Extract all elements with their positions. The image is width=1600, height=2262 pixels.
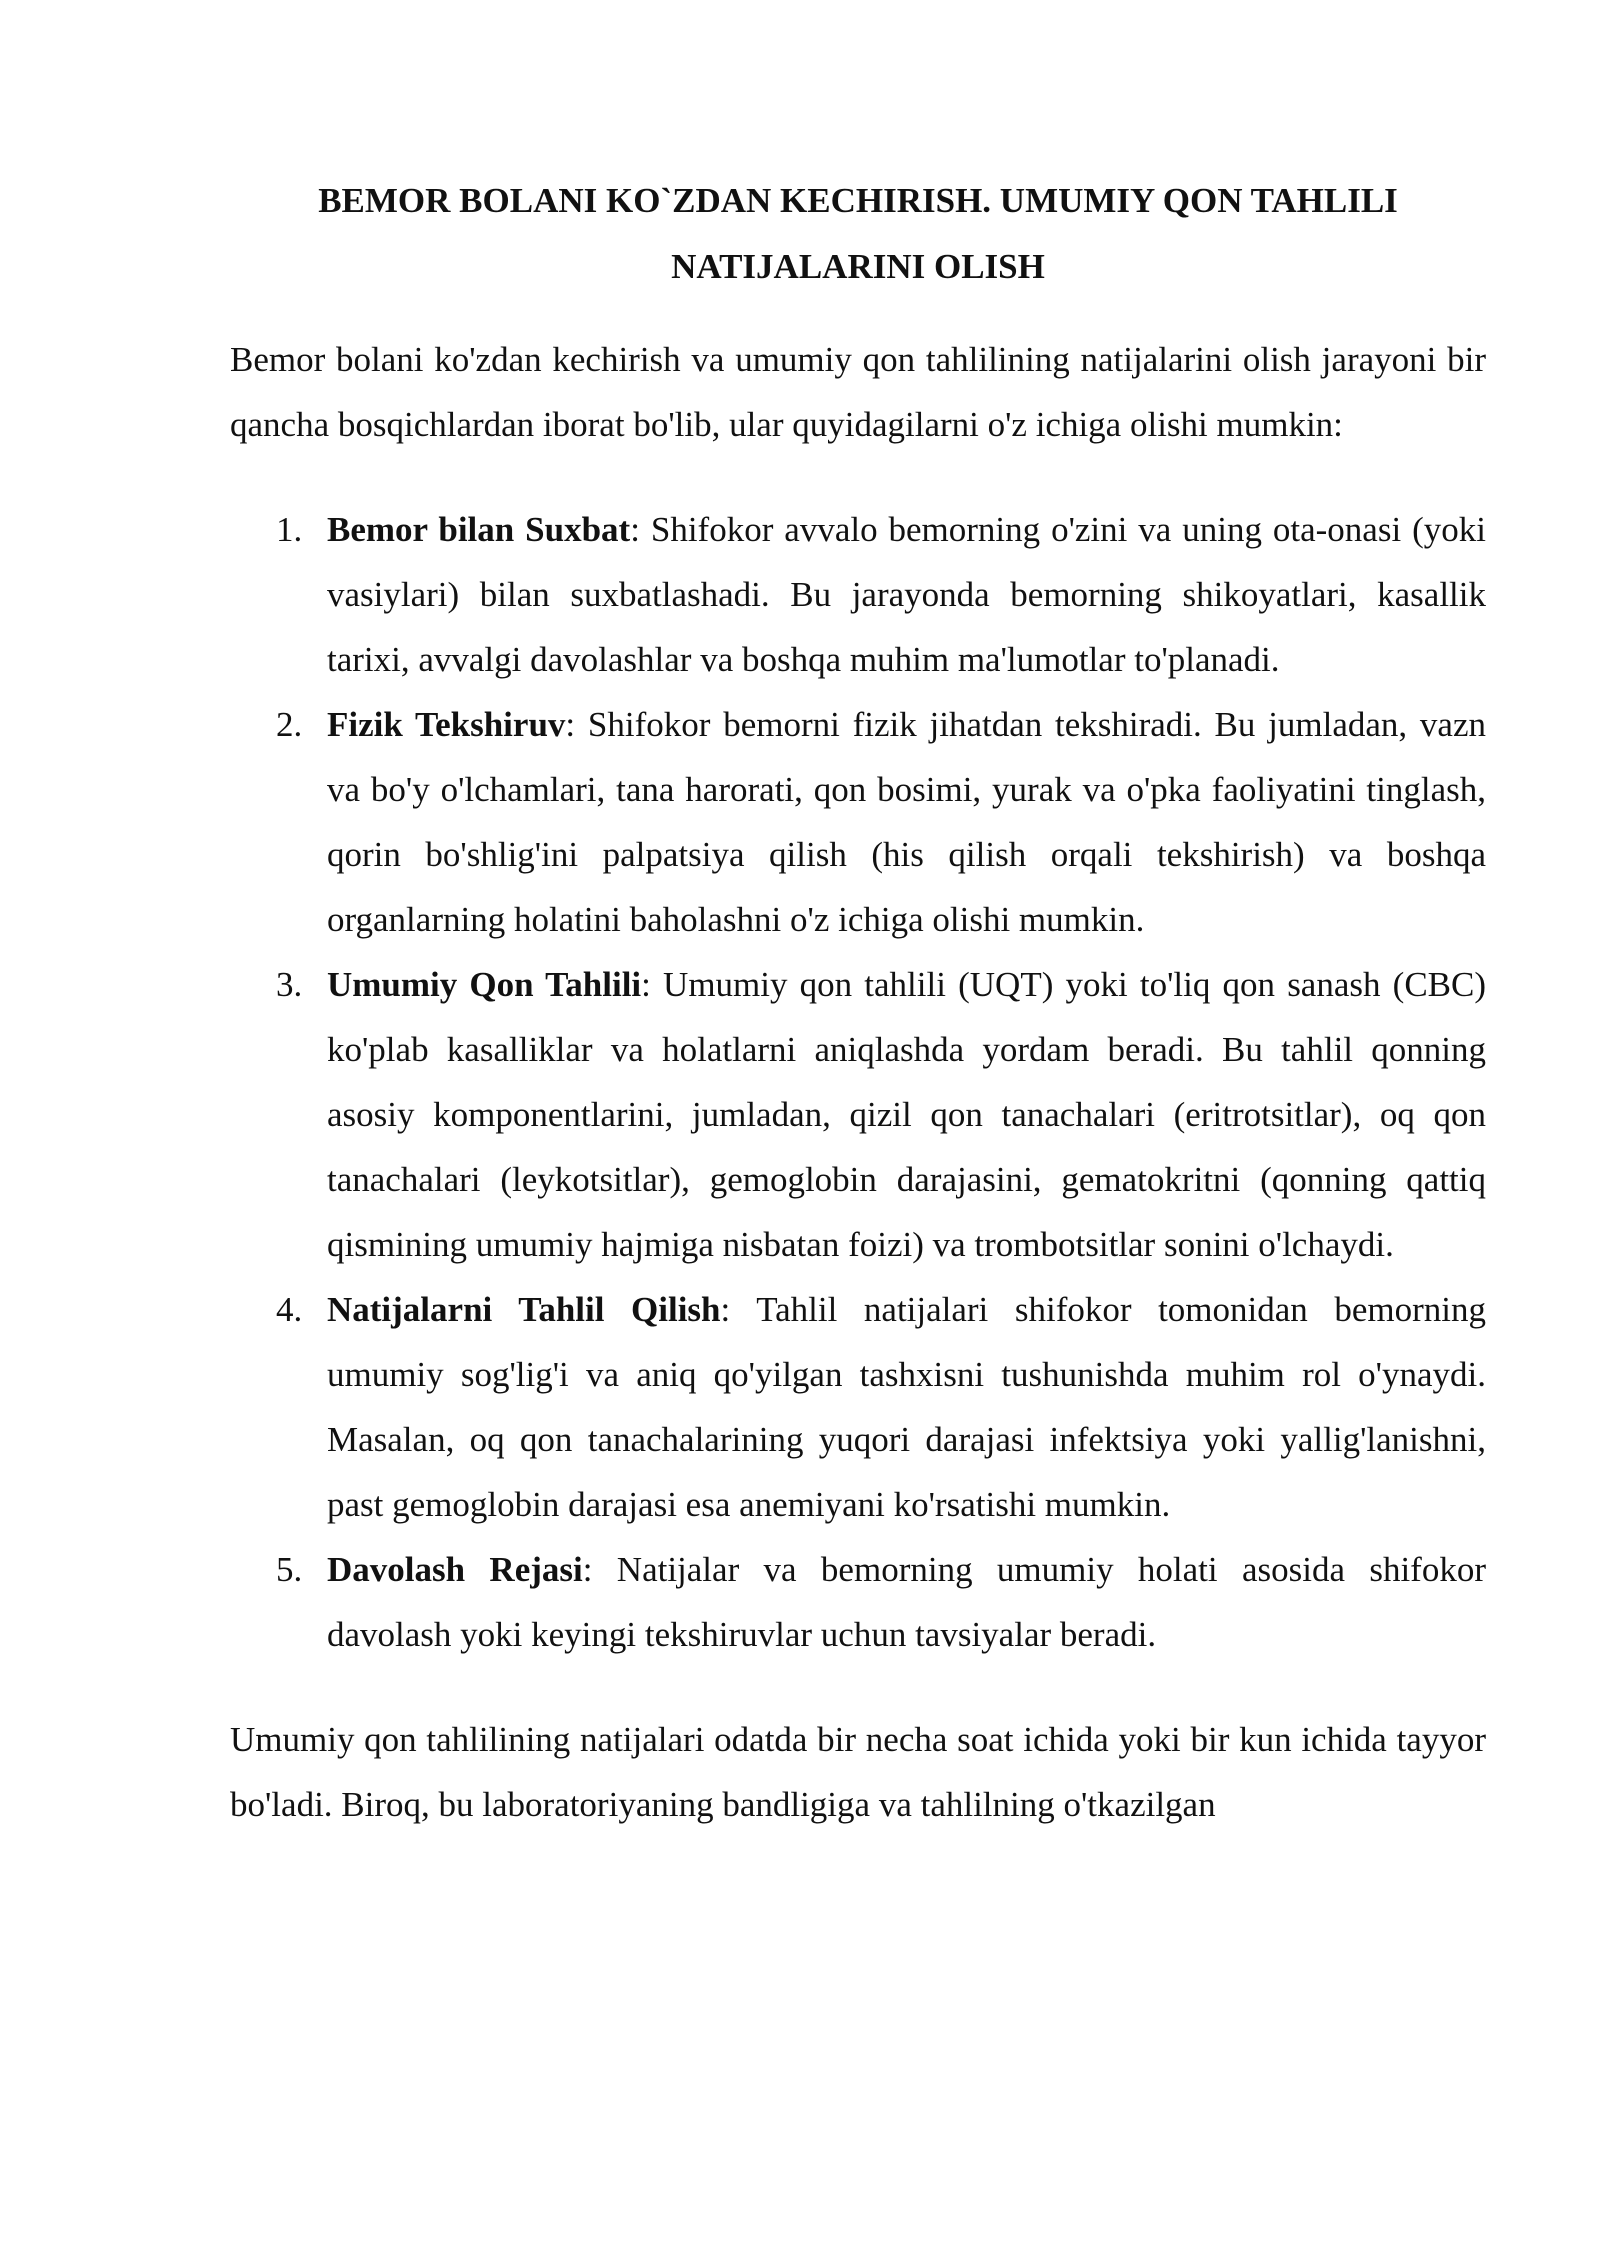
intro-paragraph: Bemor bolani ko'zdan kechirish va umumiy qon tahlilining natijalarini olish jarayoni bir qancha bosqichlardan iborat bo'lib, ular quyidagilarni o'z ichiga olishi mumkin: (230, 340, 1486, 444)
list-item-text: : Tahlil natijalari shifokor tomonidan bemorning umumiy sog'lig'i va aniq qo'yilgan tashxisni tushunishda muhim rol o'ynaydi. Masalan, oq qon tanachalarining yuqori darajasi infektsiya yoki yallig'lanishni, past gemoglobin darajasi esa anemiyani ko'rsatishi mumkin. (327, 1290, 1486, 1524)
list-item-number: 2. (276, 705, 303, 744)
list-item-text: : Natijalar va bemorning umumiy holati asosida shifokor davolash yoki keyingi tekshiruvlar uchun tavsiyalar beradi. (327, 1550, 1486, 1654)
steps-list (230, 497, 1486, 1667)
list-item-heading: Umumiy Qon Tahlili (327, 965, 642, 1004)
document-title: BEMOR BOLANI KO`ZDAN KECHIRISH. UMUMIY QON TAHLILI NATIJALARINI OLISH (318, 181, 1398, 286)
list-item-heading: Fizik Tekshiruv (327, 705, 566, 744)
list-item-text: : Umumiy qon tahlili (UQT) yoki to'liq qon sanash (CBC) ko'plab kasalliklar va holatlarni aniqlashda yordam beradi. Bu tahlil qonning asosiy komponentlarini, jumladan, qizil qon tanachalari (eritrotsitlar), oq qon tanachalari (leykotsitlar), gemoglobin darajasini, gematokritni (qonning qattiq qismining umumiy hajmiga nisbatan foizi) va trombotsitlar sonini o'lchaydi. (327, 965, 1487, 1264)
list-item-heading: Natijalarni Tahlil Qilish (327, 1290, 721, 1329)
list-item-number: 4. (276, 1290, 303, 1329)
list-item (230, 497, 1486, 692)
list-item-text: : Shifokor bemorni fizik jihatdan tekshiradi. Bu jumladan, vazn va bo'y o'lchamlari, tana harorati, qon bosimi, yurak va o'pka faoliyatini tinglash, qorin bo'shlig'ini palpatsiya qilish (his qilish orqali tekshirish) va boshqa organlarning holatini baholashni o'z ichiga olishi mumkin. (327, 705, 1487, 939)
list-item (230, 1537, 1486, 1667)
list-item-heading: Bemor bilan Suxbat (327, 510, 631, 549)
list-item-text: : Shifokor avvalo bemorning o'zini va uning ota-onasi (yoki vasiylari) bilan suxbatlashadi. Bu jarayonda bemorning shikoyatlari, kasallik tarixi, avvalgi davolashlar va boshqa muhim ma'lumotlar to'planadi. (327, 510, 1486, 679)
outro-paragraph: Umumiy qon tahlilining natijalari odatda bir necha soat ichida yoki bir kun ichida tayyor bo'ladi. Biroq, bu laboratoriyaning bandligiga va tahlilning o'tkazilgan (230, 1720, 1486, 1824)
list-item-number: 5. (276, 1550, 303, 1589)
list-item-number: 3. (276, 965, 303, 1004)
list-item (230, 692, 1486, 952)
list-item (230, 952, 1486, 1277)
document-page (230, 0, 1486, 1837)
list-item-number: 1. (276, 510, 303, 549)
list-item (230, 1277, 1486, 1537)
list-item-heading: Davolash Rejasi (327, 1550, 583, 1589)
